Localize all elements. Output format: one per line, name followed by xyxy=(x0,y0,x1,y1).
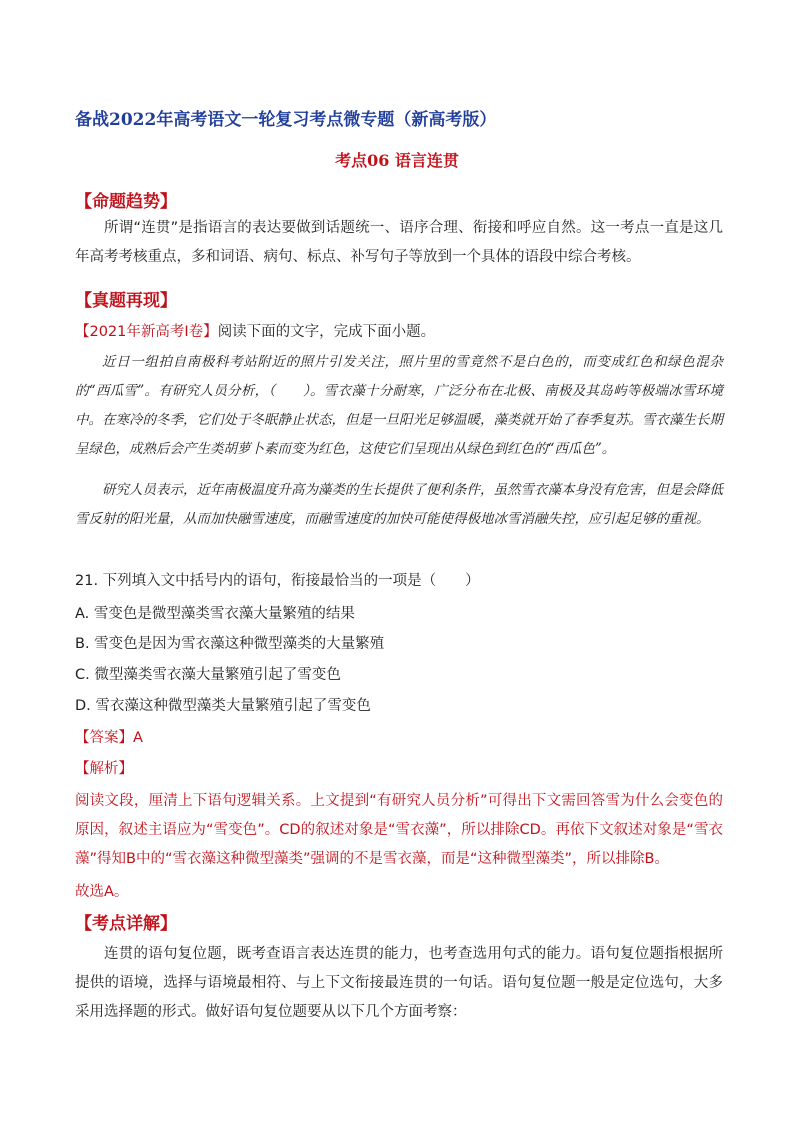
document-title: 备战2022年高考语文一轮复习考点微专题（新高考版） xyxy=(75,110,497,130)
section-heading-real-exam: 【真题再现】 xyxy=(75,291,177,311)
analysis-paragraph: 阅读文段，厘清上下语句逻辑关系。上文提到“有研究人员分析”可得出下文需回答雪为什么会变色的原因，叙述主语应为“雪变色”。CD的叙述对象是“雪衣藻”，所以排除CD。再依下文叙述对象是“雪衣藻”得知B中的“雪衣藻这种微型藻类”强调的不是雪衣藻，而是“这种微型藻类”，所以排除B。 xyxy=(75,793,723,867)
exam-source-line xyxy=(75,318,723,347)
option-a: A. 雪变色是微型藻类雪衣藻大量繁殖的结果 xyxy=(75,606,355,622)
detail-paragraph: 连贯的语句复位题，既考查语言表达连贯的能力，也考查选用句式的能力。语句复位题指根据所提供的语境，选择与语境最相符、与上下文衔接最连贯的一句话。语句复位题一般是定位选句，大多采用选择题的形式。做好语句复位题要从以下几个方面考察： xyxy=(75,946,723,1020)
analysis-label: 【解析】 xyxy=(75,761,133,777)
trend-paragraph: 所谓“连贯”是指语言的表达要做到话题统一、语序合理、衔接和呼应自然。这一考点一直是这几年高考考核重点，多和词语、病句、标点、补写句子等放到一个具体的语段中综合考核。 xyxy=(75,220,723,265)
reading-passage-paragraph-2: 研究人员表示，近年南极温度升高为藻类的生长提供了便利条件，虽然雪衣藻本身没有危害，但是会降低雪反射的阳光量，从而加快融雪速度，而融雪速度的加快可能使得极地冰雪消融失控，应引起足够的重视。 xyxy=(75,482,723,527)
section-heading-trend: 【命题趋势】 xyxy=(75,192,177,212)
section-heading-detail: 【考点详解】 xyxy=(75,914,177,934)
answer-label: 【答案】A xyxy=(75,730,143,746)
question-stem: 21. 下列填入文中括号内的语句，衔接最恰当的一项是（ ） xyxy=(75,573,480,589)
exam-instruction: 阅读下面的文字，完成下面小题。 xyxy=(217,324,436,340)
option-c: C. 微型藻类雪衣藻大量繁殖引起了雪变色 xyxy=(75,667,341,683)
exam-source-tag: 【2021年新高考Ⅰ卷】 xyxy=(75,324,218,340)
option-b: B. 雪变色是因为雪衣藻这种微型藻类的大量繁殖 xyxy=(75,636,385,652)
reading-passage-paragraph-1: 近日一组拍自南极科考站附近的照片引发关注，照片里的雪竟然不是白色的，而变成红色和绿色混杂的“西瓜雪”。有研究人员分析，（ ）。雪衣藻十分耐寒，广泛分布在北极、南极及其岛屿等极端冰雪环境中。在寒冷的冬季，它们处于冬眠静止状态，但是一旦阳光足够温暖，藻类就开始了春季复苏。雪衣藻生长期呈绿色，成熟后会产生类胡萝卜素而变为红色，这使它们呈现出从绿色到红色的“西瓜色”。 xyxy=(75,354,723,457)
topic-title: 考点06 语言连贯 xyxy=(335,151,459,170)
option-d: D. 雪衣藻这种微型藻类大量繁殖引起了雪变色 xyxy=(75,698,371,714)
analysis-conclusion: 故选A。 xyxy=(75,884,129,900)
